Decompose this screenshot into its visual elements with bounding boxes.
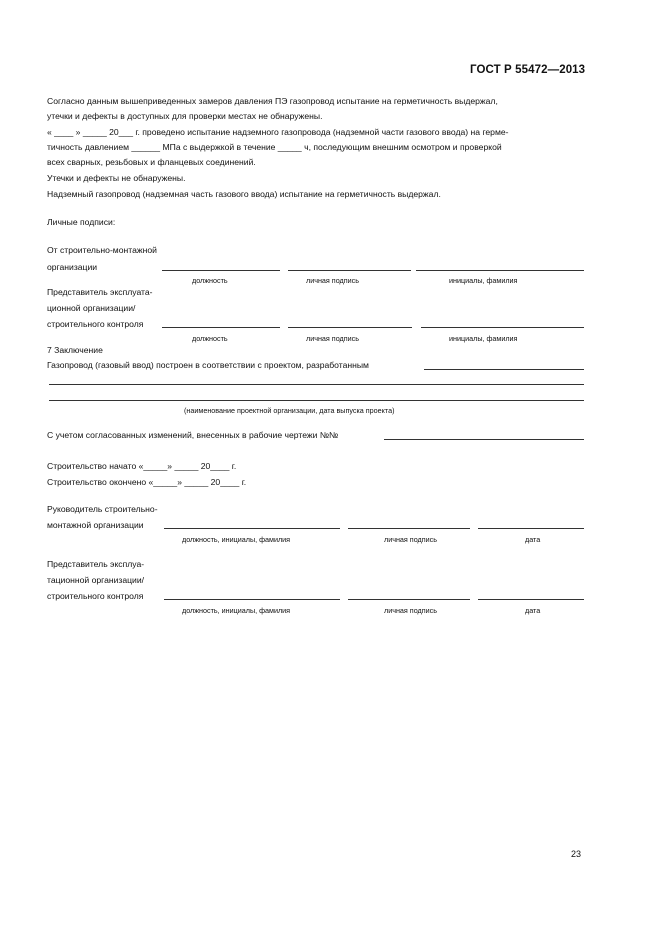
head-label-1: Руководитель строительно- <box>47 504 158 514</box>
caption-pos-name: должность, инициалы, фамилия <box>182 535 291 544</box>
intro-line-6: Утечки и дефекты не обнаружены. <box>47 173 186 183</box>
intro-line-4: тичность давлением ______ МПа с выдержкой в течение _____ ч, последующим внешним осмотром и проверкой <box>47 142 502 152</box>
intro-line-5: всех сварных, резьбовых и фланцевых соединений. <box>47 157 256 167</box>
page-number: 23 <box>571 849 582 859</box>
operator-label-3: строительного контроля <box>47 319 144 329</box>
caption-initials: инициалы, фамилия <box>449 276 518 285</box>
rep-label-2: тационной организации/ <box>47 575 145 585</box>
project-org-line-3 <box>49 400 584 401</box>
caption-pos-name-2: должность, инициалы, фамилия <box>182 606 291 615</box>
operator-label-2: ционной организации/ <box>47 303 136 313</box>
operator-initials-line <box>421 327 584 328</box>
intro-line-7: Надземный газопровод (надземная часть газового ввода) испытание на герметичность выдержал. <box>47 189 441 199</box>
builder-initials-line <box>416 270 584 271</box>
intro-line-3: « ____ » _____ 20___ г. проведено испытание надземного газопровода (надземной части газового ввода) на герме- <box>47 127 509 137</box>
caption-signature-3: личная подпись <box>384 535 437 544</box>
built-by-project-text: Газопровод (газовый ввод) построен в соответствии с проектом, разработанным <box>47 360 369 370</box>
signatures-heading: Личные подписи: <box>47 217 116 227</box>
intro-line-1: Согласно данным вышеприведенных замеров давления ПЭ газопровод испытание на герметичность выдержал, <box>47 96 498 106</box>
conclusion-title: 7 Заключение <box>47 345 103 355</box>
caption-initials-2: инициалы, фамилия <box>449 334 518 343</box>
project-org-line-1 <box>424 369 584 370</box>
caption-date-2: дата <box>525 606 541 615</box>
rep-label-1: Представитель эксплуа- <box>47 559 145 569</box>
caption-position-2: должность <box>192 334 228 343</box>
head-date-line <box>478 528 584 529</box>
operator-signature-line <box>288 327 412 328</box>
builder-signature-line <box>288 270 411 271</box>
head-position-line <box>164 528 340 529</box>
rep-date-line <box>478 599 584 600</box>
caption-signature: личная подпись <box>306 276 359 285</box>
intro-line-2: утечки и дефекты в доступных для проверки местах не обнаружены. <box>47 111 323 121</box>
caption-signature-4: личная подпись <box>384 606 437 615</box>
head-signature-line <box>348 528 470 529</box>
project-org-line-2 <box>49 384 584 385</box>
construction-end: Строительство окончено «_____» _____ 20____ г. <box>47 477 247 487</box>
rep-signature-line <box>348 599 470 600</box>
caption-signature-2: личная подпись <box>306 334 359 343</box>
operator-position-line <box>162 327 280 328</box>
changes-text: С учетом согласованных изменений, внесенных в рабочие чертежи №№ <box>47 430 339 440</box>
operator-label-1: Представитель эксплуата- <box>47 287 153 297</box>
builder-position-line <box>162 270 280 271</box>
document-code: ГОСТ Р 55472—2013 <box>470 64 586 76</box>
rep-label-3: строительного контроля <box>47 591 144 601</box>
builder-label-1: От строительно-монтажной <box>47 245 157 255</box>
changes-line <box>384 439 584 440</box>
head-label-2: монтажной организации <box>47 520 144 530</box>
caption-date: дата <box>525 535 541 544</box>
project-caption: (наименование проектной организации, дата выпуска проекта) <box>184 406 395 415</box>
caption-position: должность <box>192 276 228 285</box>
rep-position-line <box>164 599 340 600</box>
construction-start: Строительство начато «_____» _____ 20____ г. <box>47 461 237 471</box>
builder-label-2: организации <box>47 262 98 272</box>
